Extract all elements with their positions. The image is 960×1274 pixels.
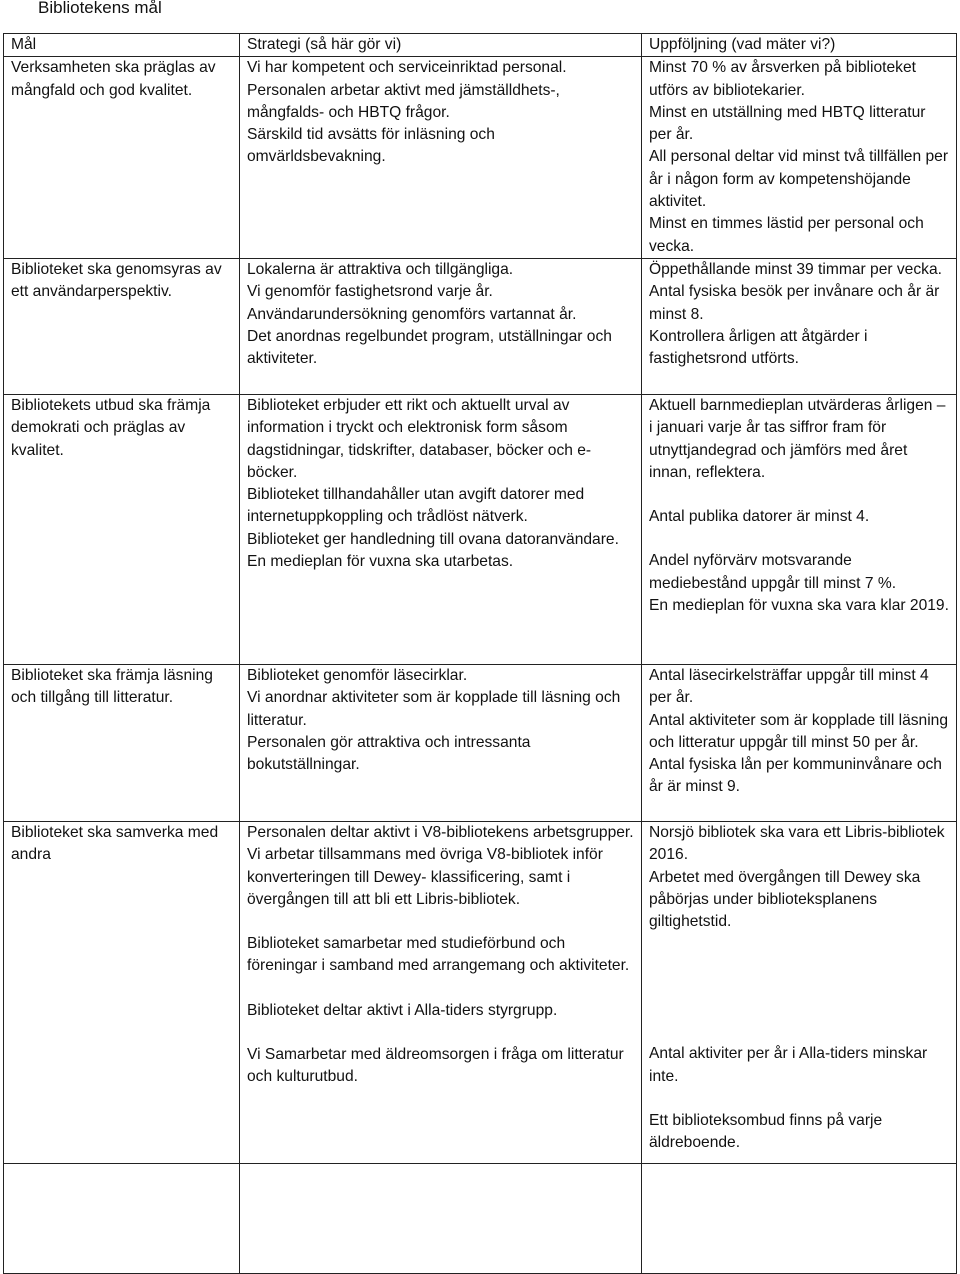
header-strategy: Strategi (så här gör vi) — [240, 34, 642, 57]
strategy-item: Personalen arbetar aktivt med jämställdhets-, mångfalds- och HBTQ frågor. — [247, 81, 560, 121]
strategy-item: Det anordnas regelbundet program, utställningar och aktiviteter. — [247, 327, 612, 368]
strategy-cell — [240, 57, 642, 259]
followup-item: Antal aktiviteter som är kopplade till läsning och litteratur uppgår till minst 50 per år. Antal fysiska lån per kommuninvånare och år är minst 9. — [649, 711, 949, 796]
followup-item: Aktuell barnmedieplan utvärderas årligen – i januari varje år tas siffror fram för utnyttjandegrad och jämförs med året innan, reflektera. — [649, 396, 946, 481]
followup-item: Arbetet med övergången till Dewey ska påbörjas under biblioteksplanens giltighetstid. — [649, 868, 921, 931]
document-title: Bibliotekens mål — [38, 0, 162, 17]
header-followup: Uppföljning (vad mäter vi?) — [642, 34, 957, 57]
strategy-cell — [240, 394, 642, 664]
goal-cell — [4, 258, 240, 394]
strategy-item: Vi anordnar aktiviteter som är kopplade till läsning och litteratur. — [247, 689, 621, 729]
strategy-item: Användarundersökning genomförs vartannat år. — [247, 305, 577, 323]
followup-item: Antal läsecirkelsträffar uppgår till minst 4 per år. — [649, 666, 929, 707]
strategy-item: Biblioteket genomför läsecirklar. — [247, 666, 468, 684]
followup-item: Norsjö bibliotek ska vara ett Libris-bibliotek 2016. — [649, 823, 945, 864]
strategy-item: Biblioteket erbjuder ett rikt och aktuellt urval av information i tryckt och elektronisk form såsom dagstidningar, tidskrifter, databaser, böcker och e-böcker. — [247, 396, 592, 481]
followup-item: Antal publika datorer är minst 4. — [649, 508, 870, 526]
strategy-cell — [240, 258, 642, 394]
followup-item: En medieplan för vuxna ska vara klar 2019. — [649, 597, 949, 615]
followup-item: Minst en timmes lästid per personal och vecka. — [649, 215, 924, 255]
followup-item: Ett biblioteksombud finns på varje äldreboende. — [649, 1112, 883, 1152]
strategy-cell — [240, 821, 642, 1163]
strategy-item: Personalen deltar aktivt i V8-bibliotekens arbetsgrupper. — [247, 823, 634, 841]
strategy-item: En medieplan för vuxna ska utarbetas. — [247, 553, 514, 571]
followup-cell — [642, 821, 957, 1163]
strategy-item: Biblioteket tillhandahåller utan avgift datorer med internetuppkoppling och trådlöst nätverk. — [247, 486, 585, 526]
followup-item: Minst en utställning med HBTQ litteratur per år. — [649, 103, 926, 144]
followup-item: Antal fysiska besök per invånare och år är minst 8. — [649, 283, 940, 323]
followup-cell — [642, 664, 957, 821]
strategy-item: Särskild tid avsätts för inläsning och omvärldsbevakning. — [247, 126, 495, 166]
header-goal: Mål — [4, 34, 240, 57]
table-row — [4, 57, 957, 259]
table-row — [4, 821, 957, 1163]
goal-cell — [4, 57, 240, 259]
strategy-item: Vi genomför fastighetsrond varje år. — [247, 283, 493, 301]
goal-text: Bibliotekets utbud ska främja demokrati och präglas av kvalitet. — [11, 396, 211, 459]
goal-text: Biblioteket ska samverka med andra — [11, 823, 219, 864]
followup-item: Andel nyförvärv motsvarande mediebestånd uppgår till minst 7 %. — [649, 552, 897, 592]
goal-text: Verksamheten ska präglas av mångfald och god kvalitet. — [11, 59, 216, 99]
goal-text: Biblioteket ska främja läsning och tillgång till litteratur. — [11, 666, 213, 707]
goal-cell — [4, 394, 240, 664]
followup-item: Minst 70 % av årsverken på biblioteket utförs av bibliotekarier. — [649, 59, 916, 99]
strategy-item: Lokalerna är attraktiva och tillgängliga. — [247, 260, 514, 278]
followup-spacer — [649, 933, 952, 1043]
followup-item: All personal deltar vid minst två tillfällen per år i någon form av kompetenshöjande aktivitet. — [649, 148, 949, 211]
empty-cell — [642, 1163, 957, 1273]
goal-cell — [4, 821, 240, 1163]
table-row — [4, 258, 957, 394]
table-row-empty — [4, 1163, 957, 1273]
followup-item: Kontrollera årligen att åtgärder i fastighetsrond utförts. — [649, 327, 868, 368]
goal-cell — [4, 664, 240, 821]
goals-table — [3, 33, 957, 1274]
empty-cell — [4, 1163, 240, 1273]
strategy-item: Personalen gör attraktiva och intressanta bokutställningar. — [247, 733, 531, 774]
followup-cell — [642, 57, 957, 259]
goal-text: Biblioteket ska genomsyras av ett användarperspektiv. — [11, 260, 222, 301]
table-row — [4, 664, 957, 821]
strategy-item: Vi Samarbetar med äldreomsorgen i fråga om litteratur och kulturutbud. — [247, 1046, 624, 1086]
followup-item: Öppethållande minst 39 timmar per vecka. — [649, 260, 942, 278]
strategy-item: Biblioteket ger handledning till ovana datoranvändare. — [247, 530, 619, 548]
table-row — [4, 394, 957, 664]
followup-cell — [642, 258, 957, 394]
strategy-item: Vi har kompetent och serviceinriktad personal. — [247, 59, 567, 77]
followup-cell — [642, 394, 957, 664]
strategy-cell — [240, 664, 642, 821]
strategy-item: Biblioteket samarbetar med studieförbund och föreningar i samband med arrangemang och aktiviteter. — [247, 935, 630, 975]
followup-item: Antal aktiviter per år i Alla-tiders minskar inte. — [649, 1045, 928, 1085]
strategy-item: Vi arbetar tillsammans med övriga V8-bibliotek inför konverteringen till Dewey- klassificering, samt i övergången till att bli ett Libris-bibliotek. — [247, 846, 603, 908]
table-header-row — [4, 34, 957, 57]
strategy-item: Biblioteket deltar aktivt i Alla-tiders styrgrupp. — [247, 1001, 558, 1019]
empty-cell — [240, 1163, 642, 1273]
